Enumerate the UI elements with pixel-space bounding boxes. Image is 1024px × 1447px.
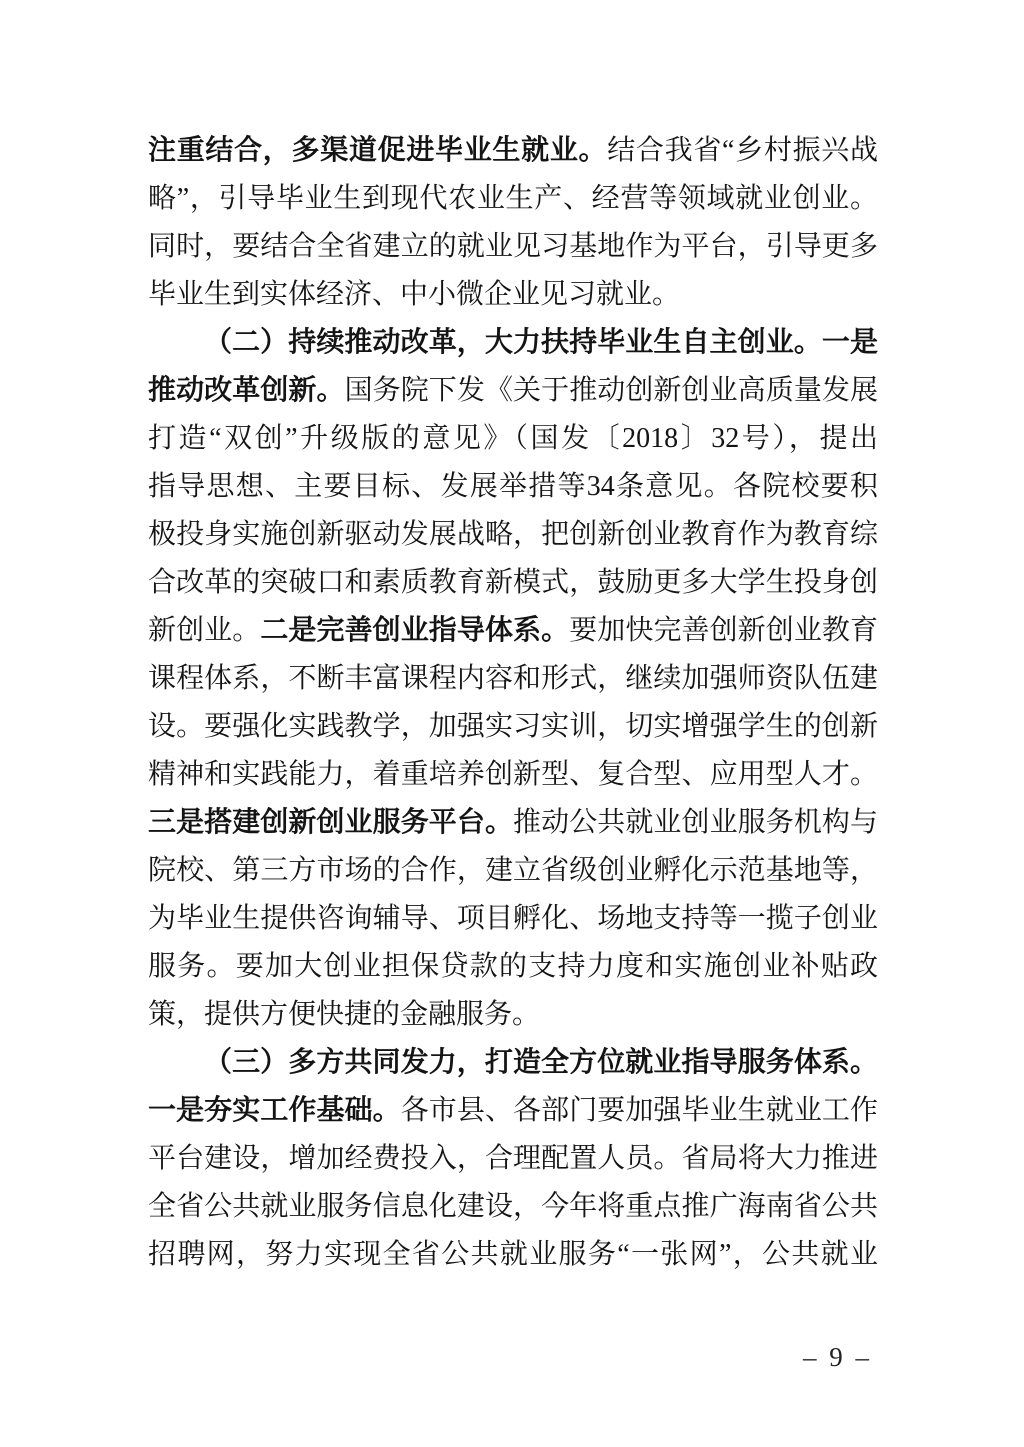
text-segment: 推动公共就业创业服务机构与 xyxy=(513,807,878,838)
text-segment: 服务。要加大创业担保贷款的支持力度和实施创业补贴政 xyxy=(148,951,878,982)
text-segment: 设。要强化实践教学，加强实习实训，切实增强学生的创新 xyxy=(148,711,878,742)
text-segment: 合改革的突破口和素质教育新模式，鼓励更多大学生投身创 xyxy=(148,567,878,598)
text-segment: 打造“双创”升级版的意见》（国发〔2018〕32号），提出 xyxy=(148,423,878,454)
text-line xyxy=(148,367,878,415)
text-segment: 平台建设，增加经费投入，合理配置人员。省局将大力推进 xyxy=(148,1143,878,1174)
text-line xyxy=(148,463,878,511)
text-line xyxy=(148,511,878,559)
text-segment: 精神和实践能力，着重培养创新型、复合型、应用型人才。 xyxy=(148,759,878,790)
text-line xyxy=(148,895,878,943)
text-segment: 全省公共就业服务信息化建设，今年将重点推广海南省公共 xyxy=(148,1191,878,1222)
bold-text-segment: 一是夯实工作基础。 xyxy=(148,1095,401,1126)
text-segment: 课程体系，不断丰富课程内容和形式，继续加强师资队伍建 xyxy=(148,663,878,694)
text-segment: 略”，引导毕业生到现代农业生产、经营等领域就业创业。 xyxy=(148,183,878,214)
text-line xyxy=(148,655,878,703)
text-line xyxy=(148,1135,878,1183)
bold-text-segment: 推动改革创新。 xyxy=(148,375,345,406)
text-line xyxy=(148,751,878,799)
text-segment: 指导思想、主要目标、发展举措等34条意见。各院校要积 xyxy=(148,471,878,502)
text-line xyxy=(148,271,878,319)
text-line xyxy=(148,703,878,751)
text-segment: 各市县、各部门要加强毕业生就业工作 xyxy=(400,1095,878,1126)
text-line xyxy=(148,1087,878,1135)
text-segment: 为毕业生提供咨询辅导、项目孵化、场地支持等一揽子创业 xyxy=(148,903,878,934)
text-line xyxy=(148,943,878,991)
text-line xyxy=(148,1183,878,1231)
bold-text-segment: 二是完善创业指导体系。 xyxy=(260,615,570,646)
text-line xyxy=(148,559,878,607)
text-line xyxy=(148,175,878,223)
bold-text-segment: 注重结合，多渠道促进毕业生就业。 xyxy=(148,135,608,166)
text-segment: 极投身实施创新驱动发展战略，把创新创业教育作为教育综 xyxy=(148,519,878,550)
text-line xyxy=(148,415,878,463)
bold-text-segment: 三是搭建创新创业服务平台。 xyxy=(148,807,514,838)
text-line xyxy=(148,127,878,175)
text-line xyxy=(148,319,878,367)
text-segment: 国务院下发《关于推动创新创业高质量发展 xyxy=(344,375,878,406)
text-line xyxy=(148,799,878,847)
text-segment: 同时，要结合全省建立的就业见习基地作为平台，引导更多 xyxy=(148,231,878,262)
text-line xyxy=(148,991,878,1039)
bold-text-segment: （二）持续推动改革，大力扶持毕业生自主创业。一是 xyxy=(204,327,878,358)
text-line xyxy=(148,607,878,655)
text-segment: 招聘网，努力实现全省公共就业服务“一张网”，公共就业 xyxy=(148,1239,878,1270)
text-segment: 策，提供方便快捷的金融服务。 xyxy=(148,999,541,1030)
text-line xyxy=(148,1039,878,1087)
text-line xyxy=(148,1231,878,1279)
text-segment: 院校、第三方市场的合作，建立省级创业孵化示范基地等， xyxy=(148,855,878,886)
page-number: – 9 – xyxy=(803,1342,872,1372)
text-segment: 毕业生到实体经济、中小微企业见习就业。 xyxy=(148,279,681,310)
text-segment: 新创业。 xyxy=(148,615,261,646)
text-line xyxy=(148,847,878,895)
text-segment: 结合我省“乡村振兴战 xyxy=(607,135,878,166)
bold-text-segment: （三）多方共同发力，打造全方位就业指导服务体系。 xyxy=(204,1047,878,1078)
text-segment: 要加快完善创新创业教育 xyxy=(569,615,878,646)
document-body xyxy=(148,127,878,1279)
text-line xyxy=(148,223,878,271)
